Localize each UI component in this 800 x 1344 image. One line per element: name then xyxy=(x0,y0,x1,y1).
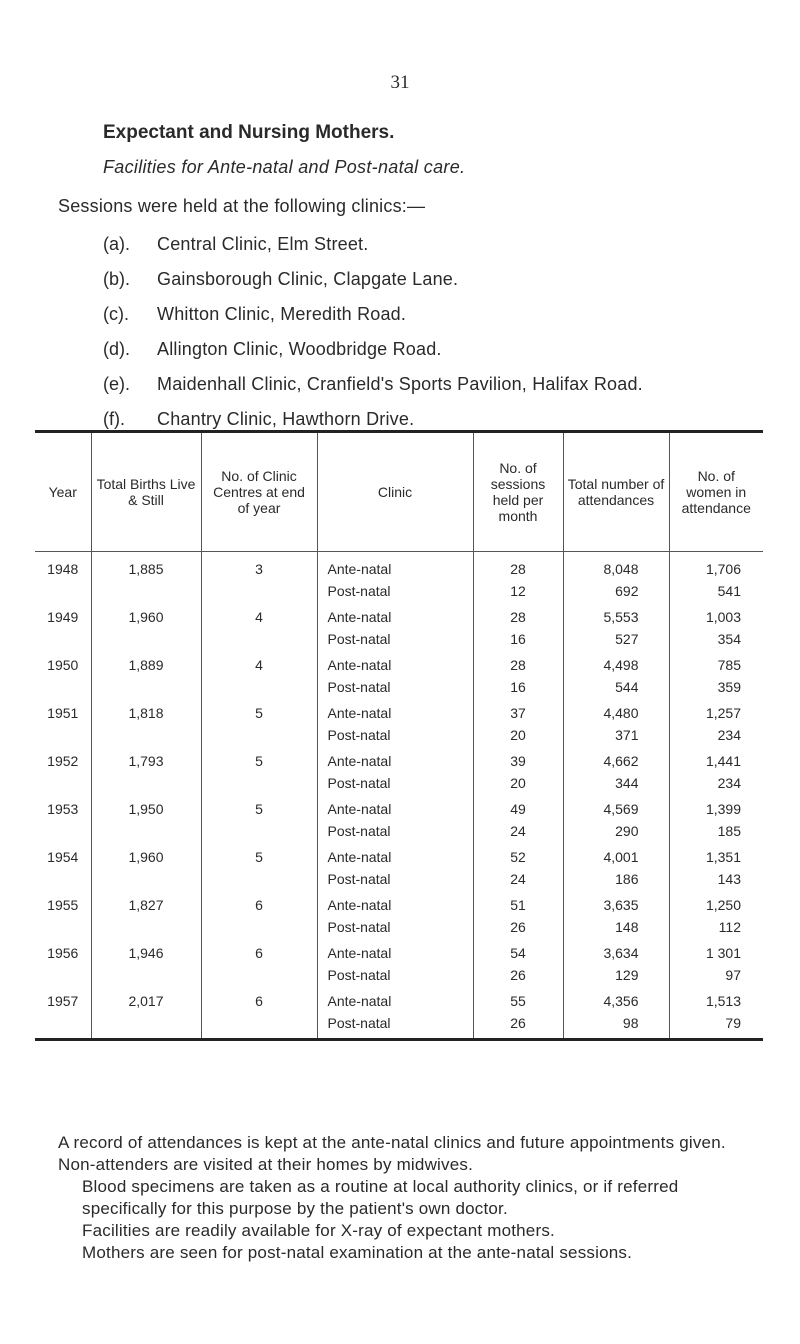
table-row xyxy=(35,628,763,654)
women-cell: 143 xyxy=(669,868,763,894)
centres-cell: 5 xyxy=(201,750,317,772)
table-row xyxy=(35,702,763,724)
women-cell: 1 301 xyxy=(669,942,763,964)
attendances-cell: 4,569 xyxy=(563,798,669,820)
clinic-type-cell: Ante-natal xyxy=(317,798,473,820)
clinic-type-cell: Post-natal xyxy=(317,676,473,702)
attendances-cell: 3,634 xyxy=(563,942,669,964)
year-cell: 1949 xyxy=(47,609,79,625)
centres-cell xyxy=(201,964,317,990)
year-cell xyxy=(35,628,91,654)
clinic-name: Central Clinic, Elm Street. xyxy=(157,234,369,254)
centres-cell xyxy=(201,820,317,846)
notes xyxy=(58,1132,758,1264)
header-year: Year xyxy=(35,432,91,552)
women-cell: 541 xyxy=(669,580,763,606)
section-subheading: Facilities for Ante-natal and Post-natal care. xyxy=(103,157,466,177)
table-row xyxy=(35,846,763,868)
births-cell xyxy=(91,628,201,654)
centres-cell xyxy=(201,772,317,798)
women-cell: 1,250 xyxy=(669,894,763,916)
births-cell: 1,793 xyxy=(91,750,201,772)
centres-cell: 5 xyxy=(201,702,317,724)
list-item xyxy=(103,232,783,256)
clinic-type-cell: Post-natal xyxy=(317,724,473,750)
list-letter: (e). xyxy=(103,374,130,394)
clinic-name: Gainsborough Clinic, Clapgate Lane. xyxy=(157,269,459,289)
attendances-cell: 371 xyxy=(563,724,669,750)
list-letter: (a). xyxy=(103,234,130,254)
sessions-cell: 16 xyxy=(473,676,563,702)
header-women: No. of women in attendance xyxy=(669,432,763,552)
centres-cell: 5 xyxy=(201,846,317,868)
sessions-cell: 24 xyxy=(473,820,563,846)
table-row xyxy=(35,894,763,916)
table-header-row xyxy=(35,432,763,552)
year-cell: 1954 xyxy=(47,849,79,865)
year-cell: 1957 xyxy=(47,993,79,1009)
births-cell: 1,889 xyxy=(91,654,201,676)
centres-cell xyxy=(201,724,317,750)
clinic-name: Maidenhall Clinic, Cranfield's Sports Pavilion, Halifax Road. xyxy=(157,374,643,394)
births-cell xyxy=(91,964,201,990)
clinic-type-cell: Ante-natal xyxy=(317,654,473,676)
table-row xyxy=(35,552,763,581)
year-cell xyxy=(35,772,91,798)
year-cell: 1953 xyxy=(47,801,79,817)
attendances-cell: 692 xyxy=(563,580,669,606)
clinic-name: Whitton Clinic, Meredith Road. xyxy=(157,304,407,324)
centres-cell xyxy=(201,868,317,894)
centres-cell: 4 xyxy=(201,654,317,676)
sessions-cell: 51 xyxy=(473,894,563,916)
births-cell xyxy=(91,1012,201,1040)
women-cell: 1,399 xyxy=(669,798,763,820)
attendances-cell: 4,662 xyxy=(563,750,669,772)
table-body xyxy=(35,552,763,1040)
sessions-cell: 28 xyxy=(473,654,563,676)
year-cell xyxy=(35,724,91,750)
centres-cell: 6 xyxy=(201,942,317,964)
table-row xyxy=(35,964,763,990)
table-row xyxy=(35,916,763,942)
attendances-cell: 4,001 xyxy=(563,846,669,868)
sessions-cell: 26 xyxy=(473,1012,563,1040)
year-cell xyxy=(35,1012,91,1040)
births-cell xyxy=(91,772,201,798)
sessions-cell: 54 xyxy=(473,942,563,964)
table-row xyxy=(35,676,763,702)
clinic-type-cell: Post-natal xyxy=(317,580,473,606)
clinic-type-cell: Ante-natal xyxy=(317,702,473,724)
clinic-type-cell: Post-natal xyxy=(317,964,473,990)
births-cell: 1,818 xyxy=(91,702,201,724)
births-cell: 1,960 xyxy=(91,846,201,868)
sessions-cell: 49 xyxy=(473,798,563,820)
header-births: Total Births Live & Still xyxy=(91,432,201,552)
centres-cell: 4 xyxy=(201,606,317,628)
births-cell xyxy=(91,724,201,750)
table-row xyxy=(35,654,763,676)
births-cell: 1,827 xyxy=(91,894,201,916)
sessions-cell: 39 xyxy=(473,750,563,772)
births-cell: 1,960 xyxy=(91,606,201,628)
year-cell: 1952 xyxy=(47,753,79,769)
year-cell xyxy=(35,868,91,894)
women-cell: 1,257 xyxy=(669,702,763,724)
note-paragraph: Facilities are readily available for X-ray of expectant mothers. xyxy=(82,1221,555,1240)
table-row xyxy=(35,772,763,798)
clinic-type-cell: Ante-natal xyxy=(317,942,473,964)
year-cell xyxy=(35,580,91,606)
header-centres: No. of Clinic Centres at end of year xyxy=(201,432,317,552)
attendances-cell: 129 xyxy=(563,964,669,990)
centres-cell xyxy=(201,676,317,702)
clinic-type-cell: Ante-natal xyxy=(317,750,473,772)
list-item xyxy=(103,407,783,431)
list-item xyxy=(103,372,783,396)
attendances-cell: 4,356 xyxy=(563,990,669,1012)
attendances-cell: 3,635 xyxy=(563,894,669,916)
women-cell: 234 xyxy=(669,724,763,750)
year-cell xyxy=(35,964,91,990)
centres-cell xyxy=(201,1012,317,1040)
attendances-cell: 4,498 xyxy=(563,654,669,676)
table-row xyxy=(35,942,763,964)
births-cell xyxy=(91,580,201,606)
list-letter: (f). xyxy=(103,409,125,429)
list-letter: (b). xyxy=(103,269,130,289)
women-cell: 354 xyxy=(669,628,763,654)
sessions-cell: 12 xyxy=(473,580,563,606)
header-attendances: Total number of attendances xyxy=(563,432,669,552)
clinic-type-cell: Post-natal xyxy=(317,1012,473,1040)
year-cell: 1950 xyxy=(47,657,79,673)
attendances-cell: 544 xyxy=(563,676,669,702)
attendances-cell: 527 xyxy=(563,628,669,654)
clinic-type-cell: Post-natal xyxy=(317,628,473,654)
attendances-cell: 4,480 xyxy=(563,702,669,724)
clinic-type-cell: Ante-natal xyxy=(317,552,473,581)
table-row xyxy=(35,868,763,894)
centres-cell xyxy=(201,916,317,942)
page-number: 31 xyxy=(390,72,410,93)
women-cell: 234 xyxy=(669,772,763,798)
note-paragraph: Mothers are seen for post-natal examination at the ante-natal sessions. xyxy=(82,1243,632,1262)
sessions-cell: 55 xyxy=(473,990,563,1012)
centres-cell: 3 xyxy=(201,552,317,581)
births-cell: 1,946 xyxy=(91,942,201,964)
centres-cell: 6 xyxy=(201,990,317,1012)
women-cell: 97 xyxy=(669,964,763,990)
sessions-cell: 37 xyxy=(473,702,563,724)
centres-cell: 5 xyxy=(201,798,317,820)
list-item xyxy=(103,337,783,361)
table-row xyxy=(35,798,763,820)
attendance-table xyxy=(35,430,763,1041)
table-row xyxy=(35,1012,763,1040)
sessions-cell: 28 xyxy=(473,606,563,628)
centres-cell xyxy=(201,580,317,606)
women-cell: 785 xyxy=(669,654,763,676)
clinic-type-cell: Post-natal xyxy=(317,868,473,894)
clinic-type-cell: Post-natal xyxy=(317,916,473,942)
women-cell: 79 xyxy=(669,1012,763,1040)
attendances-cell: 344 xyxy=(563,772,669,798)
births-cell xyxy=(91,676,201,702)
table-row xyxy=(35,580,763,606)
header-clinic: Clinic xyxy=(317,432,473,552)
year-cell xyxy=(35,916,91,942)
clinic-type-cell: Ante-natal xyxy=(317,606,473,628)
note-paragraph: A record of attendances is kept at the ante-natal clinics and future appointments given. Non-attenders are visited at their homes by midwives. xyxy=(58,1133,726,1174)
clinic-type-cell: Ante-natal xyxy=(317,990,473,1012)
women-cell: 112 xyxy=(669,916,763,942)
sessions-cell: 26 xyxy=(473,964,563,990)
sessions-cell: 20 xyxy=(473,724,563,750)
women-cell: 1,003 xyxy=(669,606,763,628)
attendances-cell: 98 xyxy=(563,1012,669,1040)
year-cell: 1955 xyxy=(47,897,79,913)
women-cell: 1,441 xyxy=(669,750,763,772)
attendances-cell: 148 xyxy=(563,916,669,942)
table-row xyxy=(35,750,763,772)
women-cell: 1,351 xyxy=(669,846,763,868)
clinic-name: Chantry Clinic, Hawthorn Drive. xyxy=(157,409,415,429)
sessions-cell: 52 xyxy=(473,846,563,868)
births-cell xyxy=(91,820,201,846)
clinic-name: Allington Clinic, Woodbridge Road. xyxy=(157,339,442,359)
sessions-cell: 24 xyxy=(473,868,563,894)
list-letter: (c). xyxy=(103,304,129,324)
table-row xyxy=(35,820,763,846)
table-row xyxy=(35,606,763,628)
list-item xyxy=(103,302,783,326)
clinic-type-cell: Post-natal xyxy=(317,820,473,846)
header-sessions: No. of sessions held per month xyxy=(473,432,563,552)
year-cell: 1948 xyxy=(47,561,79,577)
list-letter: (d). xyxy=(103,339,130,359)
table-row xyxy=(35,990,763,1012)
table-row xyxy=(35,724,763,750)
births-cell xyxy=(91,868,201,894)
centres-cell: 6 xyxy=(201,894,317,916)
sessions-cell: 28 xyxy=(473,552,563,581)
clinic-type-cell: Post-natal xyxy=(317,772,473,798)
women-cell: 359 xyxy=(669,676,763,702)
year-cell xyxy=(35,676,91,702)
attendances-cell: 290 xyxy=(563,820,669,846)
attendances-cell: 186 xyxy=(563,868,669,894)
births-cell: 1,885 xyxy=(91,552,201,581)
centres-cell xyxy=(201,628,317,654)
note-paragraph: Blood specimens are taken as a routine at local authority clinics, or if referred specifically for this purpose by the patient's own doctor. xyxy=(82,1177,679,1218)
year-cell: 1951 xyxy=(47,705,79,721)
clinic-list xyxy=(103,232,783,442)
sessions-cell: 26 xyxy=(473,916,563,942)
year-cell: 1956 xyxy=(47,945,79,961)
women-cell: 185 xyxy=(669,820,763,846)
attendances-cell: 5,553 xyxy=(563,606,669,628)
women-cell: 1,513 xyxy=(669,990,763,1012)
intro-text: Sessions were held at the following clinics:— xyxy=(58,196,426,216)
list-item xyxy=(103,267,783,291)
clinic-type-cell: Ante-natal xyxy=(317,894,473,916)
births-cell: 2,017 xyxy=(91,990,201,1012)
births-cell: 1,950 xyxy=(91,798,201,820)
clinic-type-cell: Ante-natal xyxy=(317,846,473,868)
attendances-cell: 8,048 xyxy=(563,552,669,581)
sessions-cell: 16 xyxy=(473,628,563,654)
births-cell xyxy=(91,916,201,942)
year-cell xyxy=(35,820,91,846)
sessions-cell: 20 xyxy=(473,772,563,798)
women-cell: 1,706 xyxy=(669,552,763,581)
section-heading: Expectant and Nursing Mothers. xyxy=(103,122,395,143)
